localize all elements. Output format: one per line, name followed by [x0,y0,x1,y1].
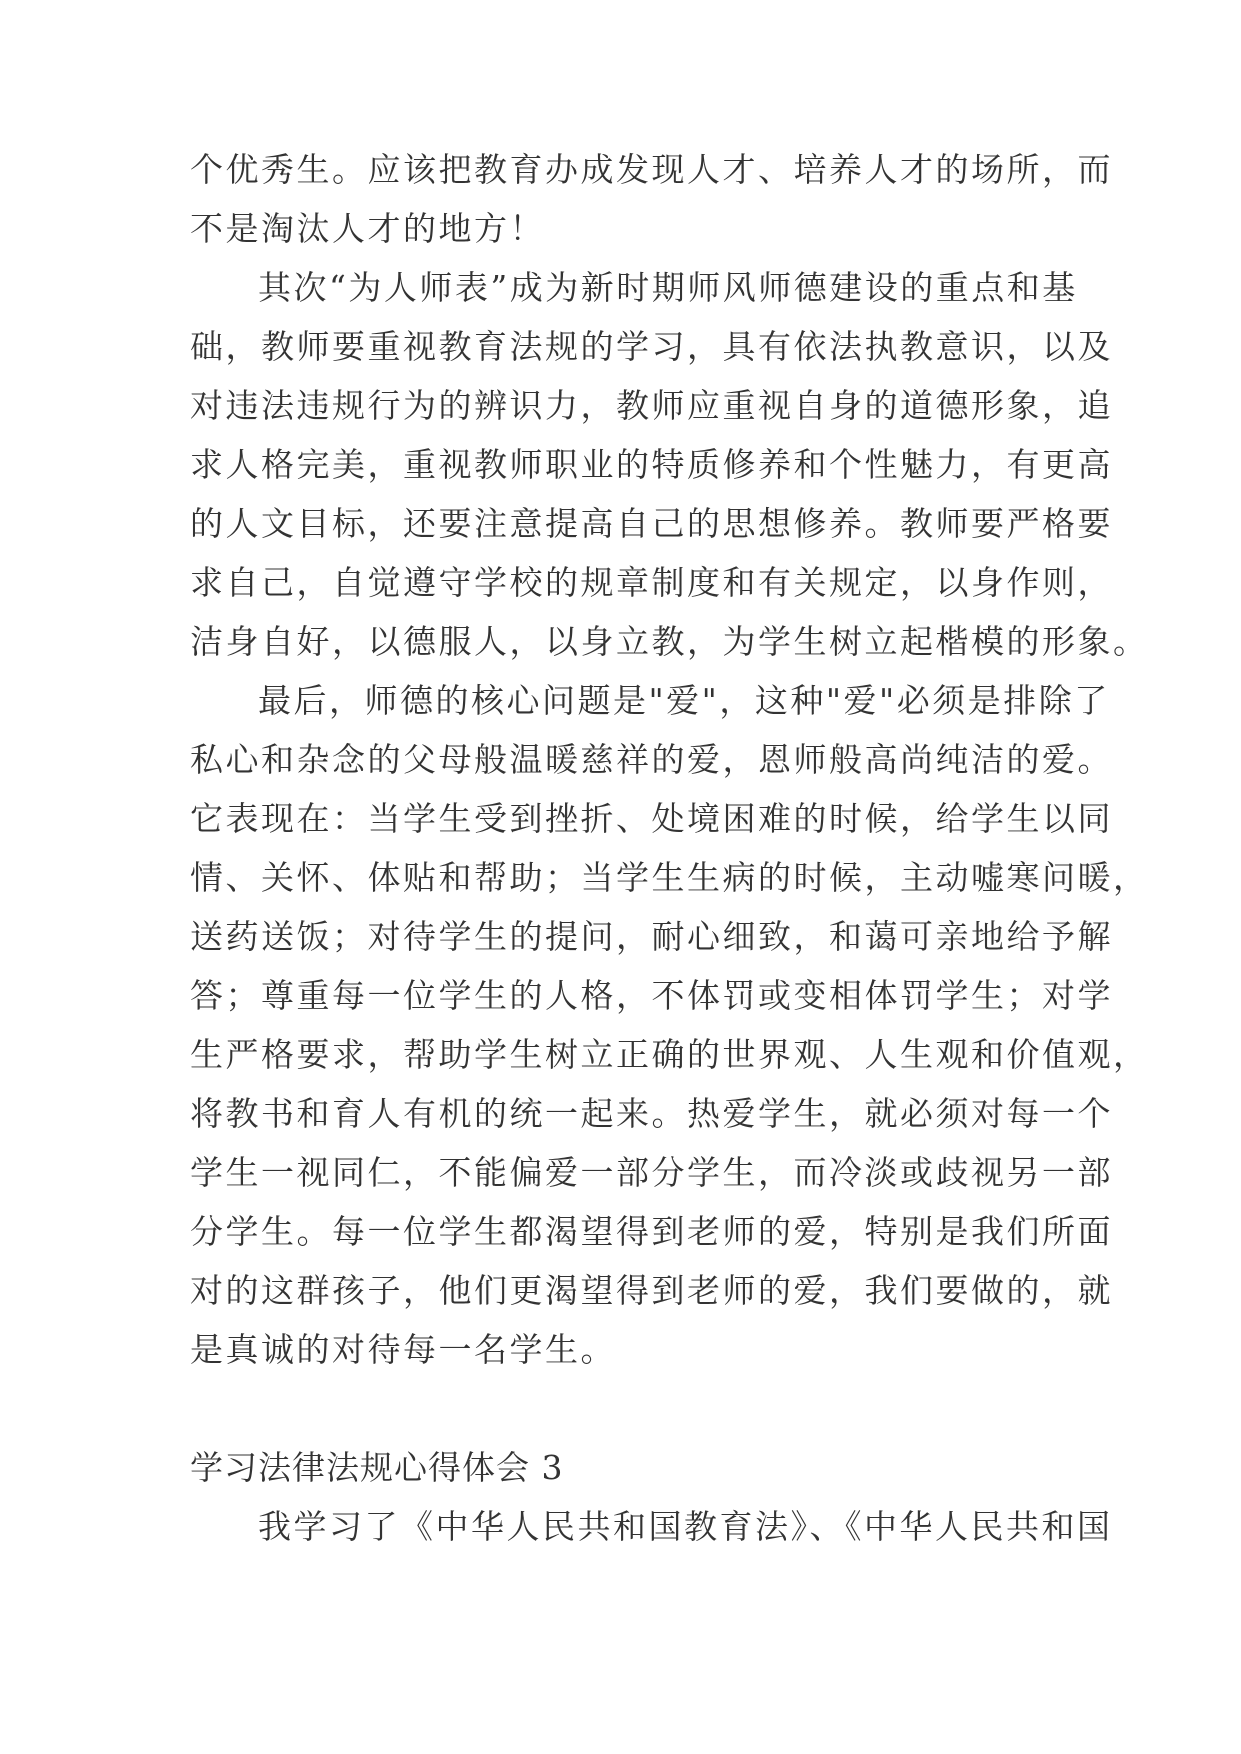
paragraph-1-line-2: 不是淘汰人才的地方！ [190,209,545,248]
paragraph-2-line-4: 求人格完美，重视教师职业的特质修养和个性魅力，有更高 [190,445,1113,484]
paragraph-3-line-12: 是真诚的对待每一名学生。 [190,1330,616,1369]
section-heading: 学习法律法规心得体会 3 [190,1448,564,1487]
paragraph-2-line-2: 础，教师要重视教育法规的学习，具有依法执教意识，以及 [190,327,1113,366]
paragraph-2-line-3: 对违法违规行为的辨识力，教师应重视自身的道德形象，追 [190,386,1113,425]
paragraph-3-line-7: 生严格要求，帮助学生树立正确的世界观、人生观和价值观， [190,1035,1149,1074]
paragraph-4-line-1: 我学习了《中华人民共和国教育法》、《中华人民共和国 [258,1507,1113,1546]
paragraph-3-line-9: 学生一视同仁，不能偏爱一部分学生，而冷淡或歧视另一部 [190,1153,1113,1192]
paragraph-3-line-5: 送药送饭；对待学生的提问，耐心细致，和蔼可亲地给予解 [190,917,1113,956]
paragraph-2-line-5: 的人文目标，还要注意提高自己的思想修养。教师要严格要 [190,504,1113,543]
paragraph-3-line-3: 它表现在：当学生受到挫折、处境困难的时候，给学生以同 [190,799,1113,838]
paragraph-1-line-1: 个优秀生。应该把教育办成发现人才、培养人才的场所，而 [190,150,1113,189]
paragraph-2-line-1: 其次“为人师表”成为新时期师风师德建设的重点和基 [258,268,1078,307]
paragraph-3-line-11: 对的这群孩子，他们更渴望得到老师的爱，我们要做的，就 [190,1271,1113,1310]
paragraph-3-line-6: 答；尊重每一位学生的人格，不体罚或变相体罚学生；对学 [190,976,1113,1015]
paragraph-2-line-7: 洁身自好，以德服人，以身立教，为学生树立起楷模的形象。 [190,622,1149,661]
paragraph-3-line-2: 私心和杂念的父母般温暖慈祥的爱，恩师般高尚纯洁的爱。 [190,740,1113,779]
paragraph-2-line-6: 求自己，自觉遵守学校的规章制度和有关规定，以身作则， [190,563,1113,602]
paragraph-3-line-10: 分学生。每一位学生都渴望得到老师的爱，特别是我们所面 [190,1212,1113,1251]
paragraph-3-line-8: 将教书和育人有机的统一起来。热爱学生，就必须对每一个 [190,1094,1113,1133]
paragraph-3-line-1: 最后，师德的核心问题是"爱"，这种"爱"必须是排除了 [258,681,1110,720]
paragraph-3-line-4: 情、关怀、体贴和帮助；当学生生病的时候，主动嘘寒问暖， [190,858,1149,897]
